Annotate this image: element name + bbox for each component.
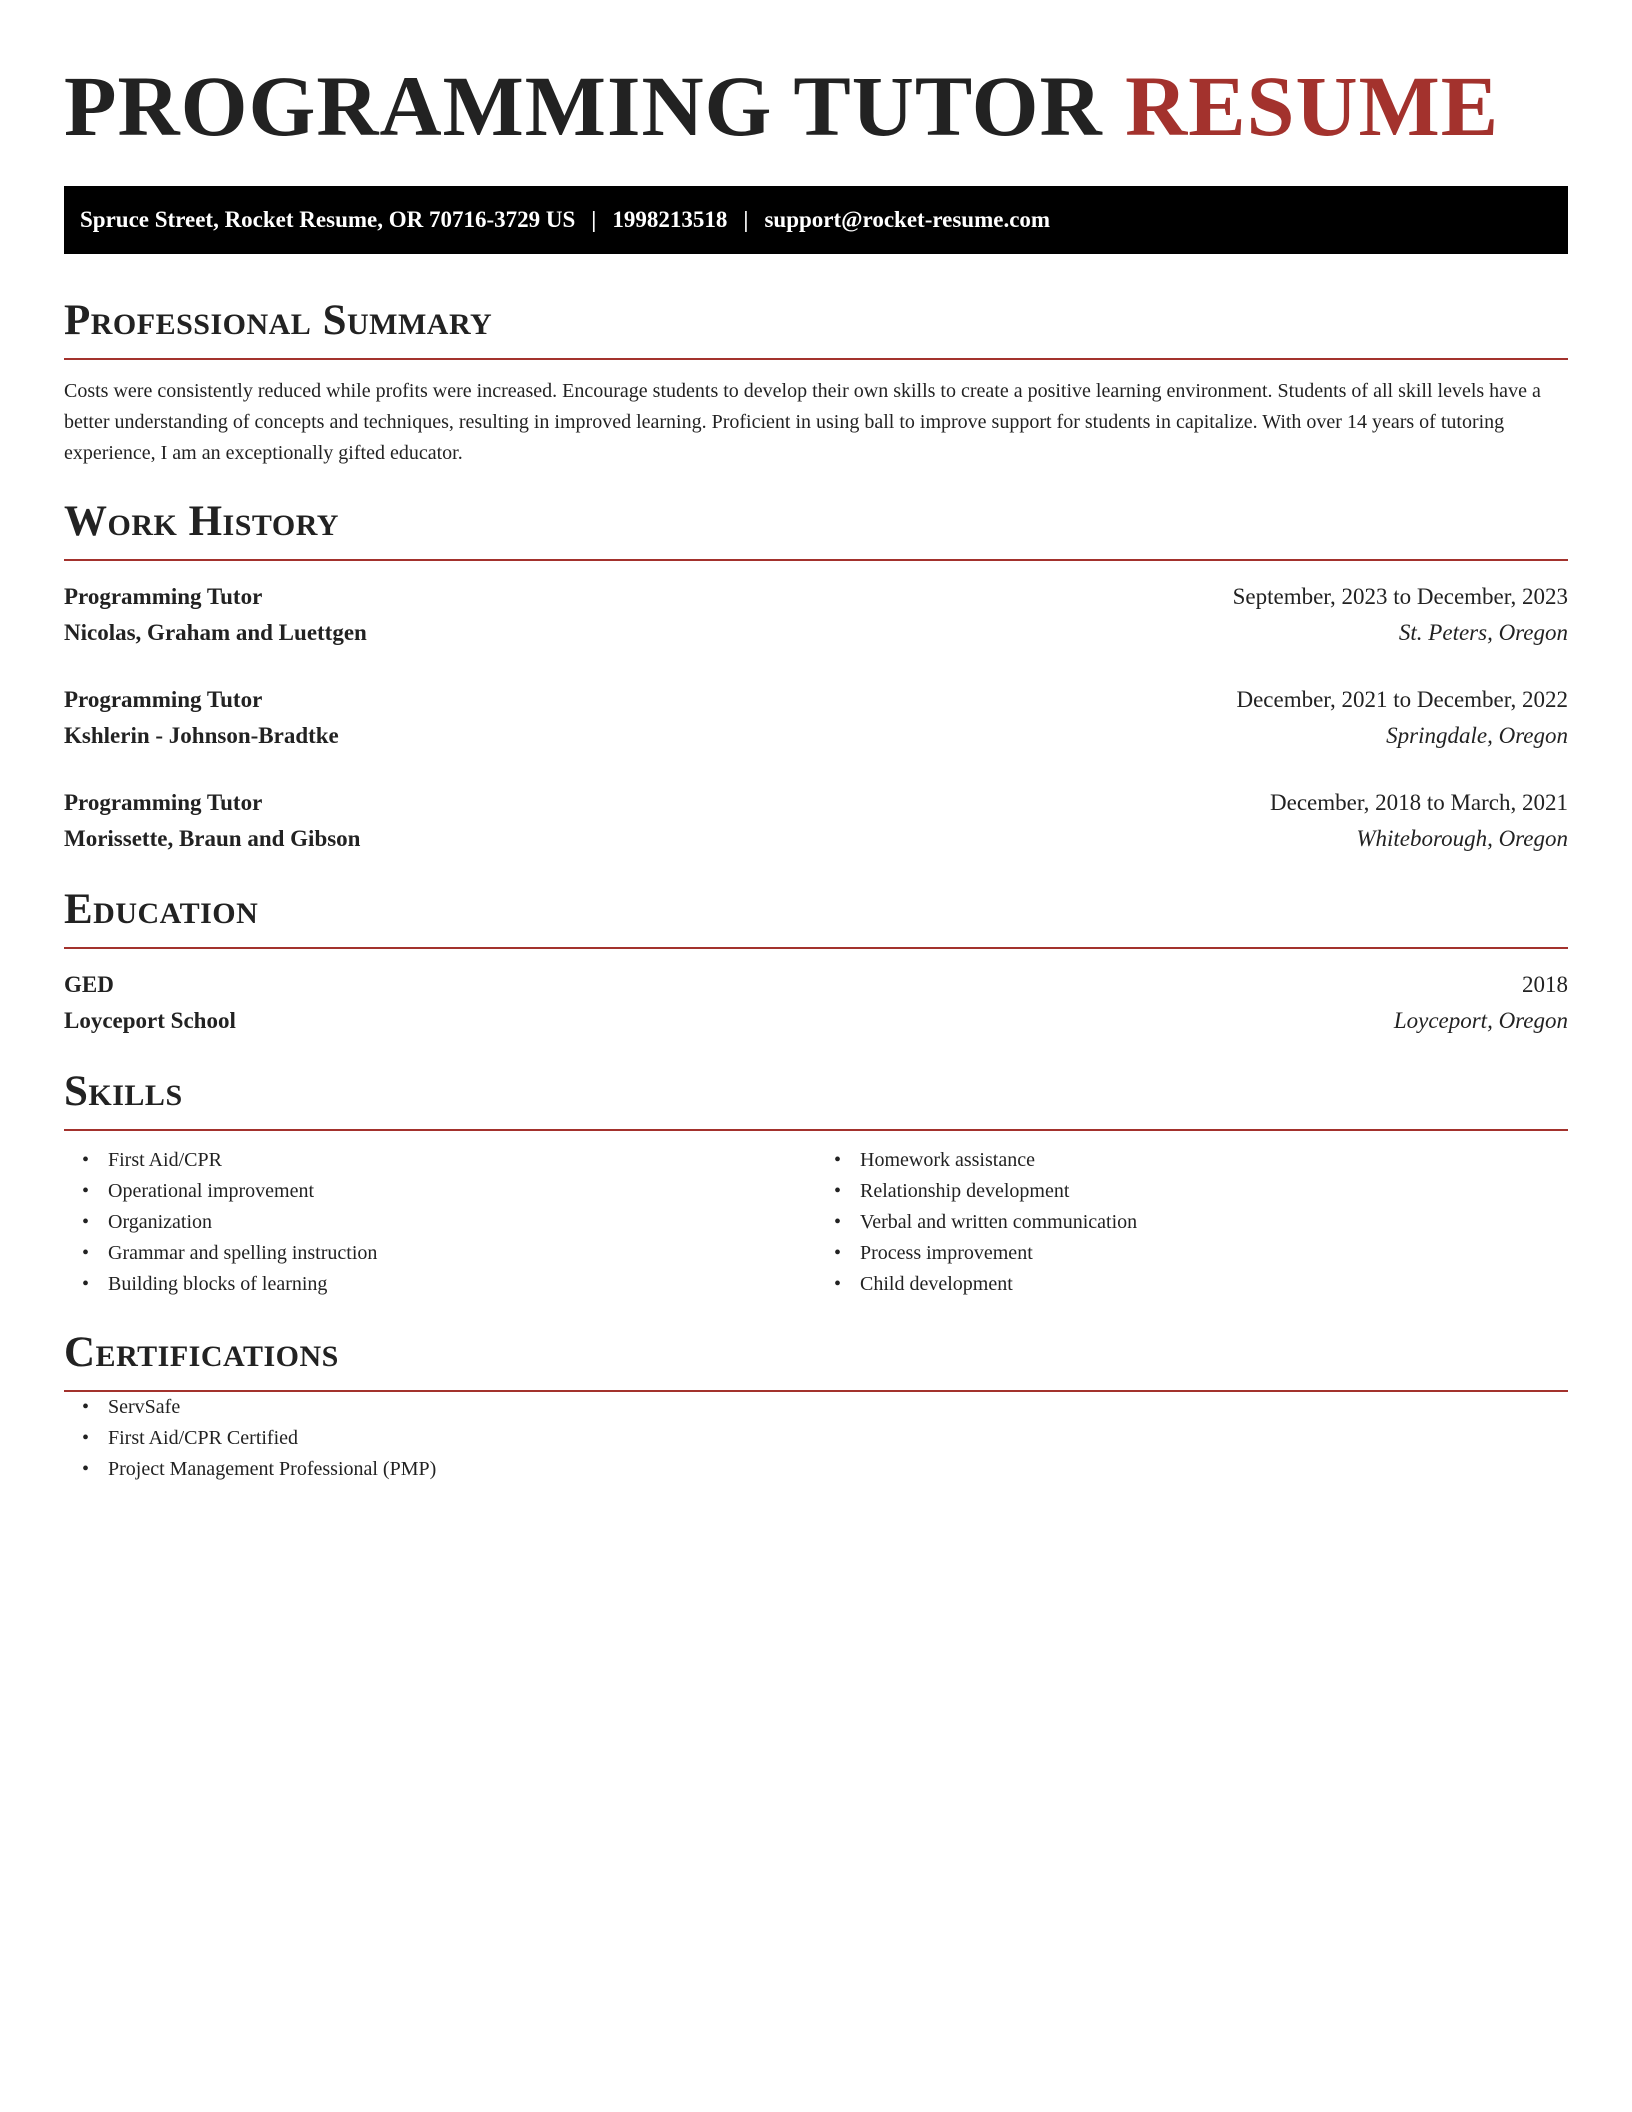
skill-item: • First Aid/CPR <box>108 1145 816 1176</box>
resume-title <box>64 56 1568 156</box>
education-school: Loyceport School <box>64 1008 236 1033</box>
job-title: Programming Tutor <box>64 687 263 712</box>
job-title: Programming Tutor <box>64 790 263 815</box>
skills-grid <box>64 1145 1568 1300</box>
skills-list <box>64 1145 816 1300</box>
skills-column-right <box>816 1145 1568 1300</box>
job-dates: December, 2021 to December, 2022 <box>1236 687 1568 712</box>
section-divider <box>64 559 1568 561</box>
section-heading: Work History <box>64 498 339 545</box>
job-location: Springdale, Oregon <box>1386 723 1568 748</box>
section-divider <box>64 358 1568 360</box>
certifications-section <box>64 1328 1568 1485</box>
job-dates: December, 2018 to March, 2021 <box>1270 790 1568 815</box>
certification-item: • ServSafe <box>108 1392 1568 1423</box>
certification-item: • Project Management Professional (PMP) <box>108 1454 1568 1485</box>
skill-item: • Verbal and written communication <box>860 1207 1568 1238</box>
skill-item: • Building blocks of learning <box>108 1269 816 1300</box>
education-degree: GED <box>64 972 114 997</box>
job-entry <box>64 579 1568 651</box>
job-location: St. Peters, Oregon <box>1398 620 1568 645</box>
job-entry <box>64 785 1568 857</box>
education-entry <box>64 967 1568 1039</box>
contact-separator: | <box>743 207 749 232</box>
work-history-section <box>64 497 1568 857</box>
skill-item: • Grammar and spelling instruction <box>108 1238 816 1269</box>
section-divider <box>64 947 1568 949</box>
job-company: Nicolas, Graham and Luettgen <box>64 620 367 645</box>
title-main: PROGRAMMING TUTOR <box>64 58 1126 154</box>
contact-phone: 1998213518 <box>612 207 728 232</box>
section-heading: Professional Summary <box>64 297 493 344</box>
contact-separator: | <box>591 207 597 232</box>
education-section <box>64 885 1568 1039</box>
skills-column-left <box>64 1145 816 1300</box>
skill-item: • Relationship development <box>860 1176 1568 1207</box>
section-heading: Education <box>64 886 259 933</box>
skills-section <box>64 1067 1568 1300</box>
job-location: Whiteborough, Oregon <box>1356 826 1568 851</box>
contact-email: support@rocket-resume.com <box>764 207 1051 232</box>
section-divider <box>64 1129 1568 1131</box>
job-dates: September, 2023 to December, 2023 <box>1232 584 1568 609</box>
job-company: Morissette, Braun and Gibson <box>64 826 361 851</box>
contact-bar <box>64 186 1568 254</box>
skill-item: • Organization <box>108 1207 816 1238</box>
education-location: Loyceport, Oregon <box>1393 1008 1568 1033</box>
job-entry <box>64 682 1568 754</box>
summary-section <box>64 296 1568 469</box>
skill-item: • Homework assistance <box>860 1145 1568 1176</box>
title-accent: RESUME <box>1125 58 1500 154</box>
summary-text: Costs were consistently reduced while profits were increased. Encourage students to develop their own skills to create a positive learning environment. Students of all skill levels have a better understanding of concepts and techniques, resulting in improved learning. Proficient in using ball to improve support for students in capitalize. With over 14 years of tutoring experience, I am an exceptionally gifted educator. <box>64 380 1541 464</box>
job-title: Programming Tutor <box>64 584 263 609</box>
education-year: 2018 <box>1522 972 1568 997</box>
skill-item: • Process improvement <box>860 1238 1568 1269</box>
section-heading: Certifications <box>64 1329 339 1376</box>
certification-item: • First Aid/CPR Certified <box>108 1423 1568 1454</box>
skill-item: • Child development <box>860 1269 1568 1300</box>
certifications-list <box>64 1392 1568 1485</box>
contact-address: Spruce Street, Rocket Resume, OR 70716-3729 US <box>80 207 576 232</box>
skill-item: • Operational improvement <box>108 1176 816 1207</box>
section-heading: Skills <box>64 1068 183 1115</box>
job-company: Kshlerin - Johnson-Bradtke <box>64 723 339 748</box>
skills-list <box>816 1145 1568 1300</box>
